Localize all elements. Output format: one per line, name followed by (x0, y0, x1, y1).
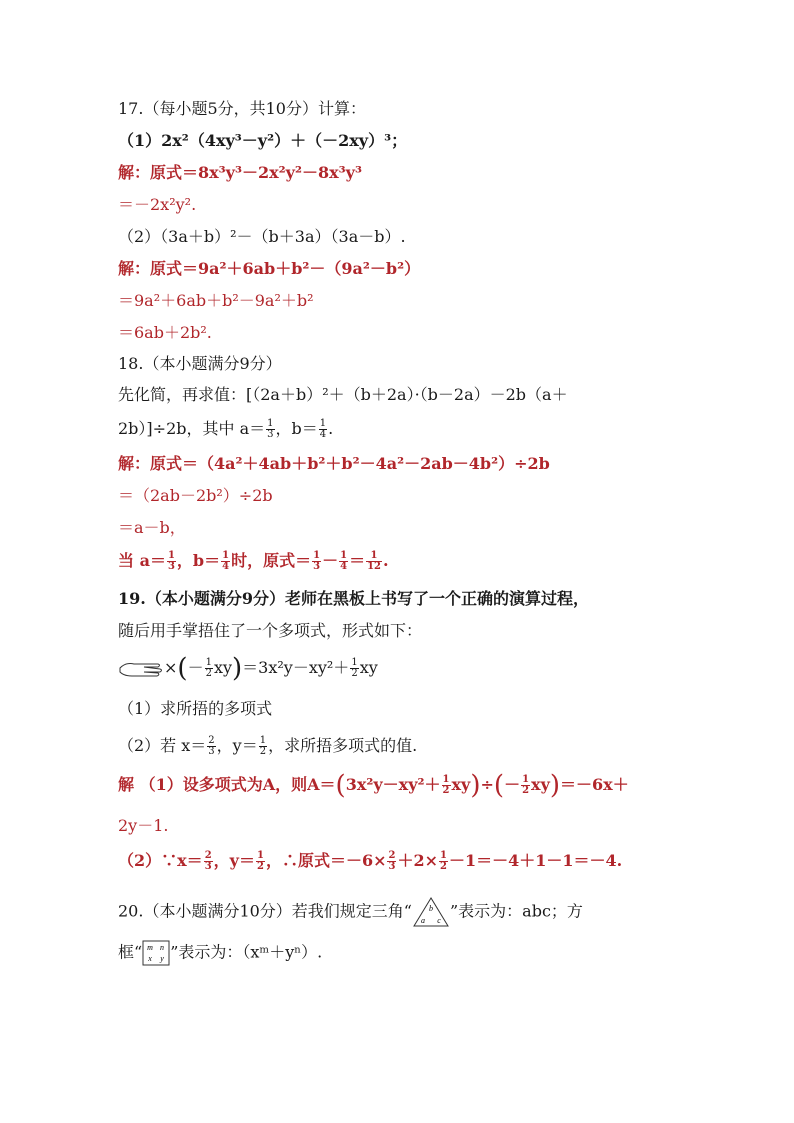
fraction-numerator: 1 (205, 657, 212, 668)
q19-sol2-calc2: ＋2× (397, 851, 438, 870)
fraction-numerator: 1 (522, 774, 530, 785)
q19-sol1-inner: 3x²y－xy²＋ (345, 775, 441, 794)
q19-x-fraction (207, 736, 215, 757)
box-label-x: x (148, 954, 152, 963)
fraction-numerator: 1 (222, 550, 230, 561)
q17-header: 17.（每小题5分，共10分）计算： (118, 99, 366, 118)
fraction-denominator: 3 (267, 429, 274, 440)
fraction-denominator: 4 (319, 429, 327, 440)
fraction-numerator: 1 (319, 418, 327, 429)
fraction-denominator: 12 (367, 561, 381, 572)
q19-xy: xy (213, 658, 233, 677)
q19-rhs-fraction (350, 658, 358, 679)
q19-half-fraction (205, 658, 213, 679)
q17-part2-solution-step1: 解：原式＝9a²＋6ab＋b²－（9a²－b²） (118, 259, 421, 278)
q19-equation (118, 653, 676, 684)
q18-solution-step1: 解：原式＝（4a²＋4ab＋b²＋b²－4a²－2ab－4b²）÷2b (118, 454, 550, 473)
q18-problem-prefix: 2b）]÷2b，其中 a＝ (118, 419, 266, 438)
fraction-numerator: 1 (442, 774, 450, 785)
q19-right-paren: ) (232, 653, 243, 684)
fraction-denominator: 2 (442, 785, 450, 796)
q19-sol1-left-paren: ( (335, 770, 346, 801)
q19-sol1-div: ÷ (480, 775, 494, 794)
q19-sol2-mid: ，y＝ (213, 851, 255, 870)
q19-header (118, 588, 676, 610)
q19-y-fraction (259, 736, 267, 757)
q19-sol1-minus: － (504, 775, 521, 794)
q18-a-fraction (266, 419, 274, 440)
q19-sol1-prefix: 解 （1）设多项式为A，则A＝ (118, 775, 336, 794)
q17-part1-problem: （1）2x²（4xy³－y²）＋（－2xy）³； (118, 131, 408, 150)
q19-times-sign: × (164, 658, 178, 677)
q19-sol1-result: ＝－6x＋ (560, 775, 629, 794)
q18-b-fraction (319, 419, 327, 440)
q19-sol2-calc1: ，∴原式＝－6× (265, 851, 387, 870)
fraction-numerator: 1 (366, 551, 382, 562)
q19-header-line2: 随后用手掌捂住了一个多项式，形式如下： (118, 621, 423, 640)
q19-p2-prefix: （2）若 x＝ (118, 736, 207, 755)
q19-solution-part1-cont: 2y－1. (118, 816, 169, 835)
q19-rhs: ＝3x²y－xy²＋ (242, 658, 350, 677)
fraction-denominator: 3 (204, 861, 212, 872)
q18-sol4-end: . (383, 551, 389, 570)
q19-sol1-half (442, 775, 451, 796)
q19-sol2-calc-y (439, 851, 448, 872)
triangle-label-b: b (429, 904, 433, 913)
q19-left-paren: ( (177, 653, 188, 684)
fraction-denominator: 4 (340, 561, 348, 572)
box-label-y: y (160, 954, 164, 963)
q18-sol4-a-fraction (167, 551, 176, 572)
q17-part1-solution-step2: ＝－2x²y². (118, 195, 197, 214)
q18-sol4-prefix: 当 a＝ (118, 551, 166, 570)
fraction-denominator: 2 (205, 668, 212, 679)
triangle-label-c: c (437, 916, 441, 925)
fraction-denominator: 3 (388, 861, 396, 872)
q19-part1-problem: （1）求所捂的多项式 (118, 699, 273, 718)
fraction-denominator: 2 (522, 785, 530, 796)
fraction-denominator: 3 (313, 561, 321, 572)
q19-sol1-right-paren: ) (470, 770, 481, 801)
q19-part2-problem (118, 735, 676, 757)
fraction-numerator: 1 (267, 418, 274, 429)
q18-sol4-eq: ＝ (349, 551, 366, 570)
q19-header-text: 19.（本小题满分9分）老师在黑板上书写了一个正确的演算过程， (118, 589, 589, 608)
q19-sol1-left-paren2: ( (493, 770, 505, 801)
q20-header-mid: ”表示为：abc；方 (450, 901, 583, 921)
q19-sol1-xy2: xy (531, 775, 550, 794)
q18-sol4-calc-a (312, 551, 321, 572)
q18-header: 18.（本小题满分9分） (118, 354, 282, 373)
fraction-numerator: 2 (208, 735, 215, 746)
q18-solution-step4 (118, 550, 676, 572)
q18-sol4-result (366, 551, 382, 572)
hand-icon (118, 658, 164, 680)
q19-rhs-xy: xy (359, 658, 378, 677)
q20-header-prefix: 20.（本小题满分10分）若我们规定三角“ (118, 901, 412, 921)
q20-header (118, 896, 676, 928)
q17-part1-solution-step1: 解：原式＝8x³y³－2x²y²－8x³y³ (118, 163, 362, 182)
q17-part2-solution-step3: ＝6ab＋2b². (118, 323, 212, 342)
fraction-numerator: 2 (204, 850, 212, 861)
q19-sol1-half2 (521, 775, 530, 796)
q18-sol4-b-fraction (221, 551, 230, 572)
q17-part2-solution-step2: ＝9a²＋6ab＋b²－9a²＋b² (118, 291, 314, 310)
box-label-n: n (160, 943, 165, 952)
fraction-numerator: 1 (259, 735, 267, 746)
fraction-numerator: 1 (440, 850, 447, 861)
q18-problem-end: . (328, 419, 334, 438)
q20-line2 (118, 940, 676, 966)
fraction-numerator: 1 (340, 550, 348, 561)
triangle-icon (412, 896, 450, 928)
fraction-denominator: 2 (259, 746, 267, 757)
box-icon (142, 940, 170, 966)
triangle-label-a: a (421, 916, 425, 925)
q19-sol2-prefix: （2）∵x＝ (118, 851, 203, 870)
box-label-m: m (147, 943, 154, 952)
q18-solution-step2: ＝（2ab－2b²）÷2b (118, 486, 273, 505)
fraction-denominator: 3 (208, 746, 215, 757)
q18-sol4-then: 时，原式＝ (231, 551, 312, 570)
fraction-numerator: 1 (256, 850, 264, 861)
fraction-numerator: 2 (388, 850, 396, 861)
q18-problem-line1: 先化简，再求值：[（2a＋b）²＋（b＋2a）·（b－2a）－2b（a＋ (118, 385, 568, 404)
q18-problem-line2 (118, 418, 676, 440)
q19-sol2-calc3: －1＝－4＋1－1＝－4. (448, 851, 623, 870)
q20-line2-end: ”表示为：（xᵐ＋yⁿ）. (170, 942, 323, 962)
fraction-denominator: 3 (167, 561, 175, 572)
q19-solution-part1 (118, 770, 676, 801)
q18-sol4-calc-b (339, 551, 348, 572)
fraction-denominator: 4 (222, 561, 230, 572)
q19-sol2-calc-x (387, 851, 396, 872)
q19-sol2-x (204, 851, 213, 872)
q18-solution-step3: ＝a－b， (118, 518, 186, 537)
q20-line2-prefix: 框“ (118, 942, 143, 962)
fraction-denominator: 2 (351, 668, 358, 679)
fraction-denominator: 2 (256, 861, 264, 872)
fraction-numerator: 1 (351, 657, 358, 668)
q19-p2-end: ，求所捂多项式的值. (268, 736, 418, 755)
q19-sol2-y (256, 851, 265, 872)
q19-solution-part2 (118, 850, 676, 872)
fraction-numerator: 1 (167, 550, 175, 561)
q17-part2-problem: （2）（3a＋b）²－（b＋3a）（3a－b）. (118, 227, 406, 246)
q18-b-separator: ，b＝ (275, 419, 318, 438)
q19-minus: － (187, 658, 204, 677)
q19-p2-mid: ，y＝ (216, 736, 258, 755)
fraction-denominator: 2 (440, 861, 447, 872)
q19-sol1-right-paren2: ) (549, 770, 561, 801)
fraction-numerator: 1 (313, 550, 321, 561)
q18-sol4-sep: ，b＝ (176, 551, 221, 570)
q19-sol1-xy: xy (451, 775, 471, 794)
q18-sol4-minus: － (322, 551, 339, 570)
